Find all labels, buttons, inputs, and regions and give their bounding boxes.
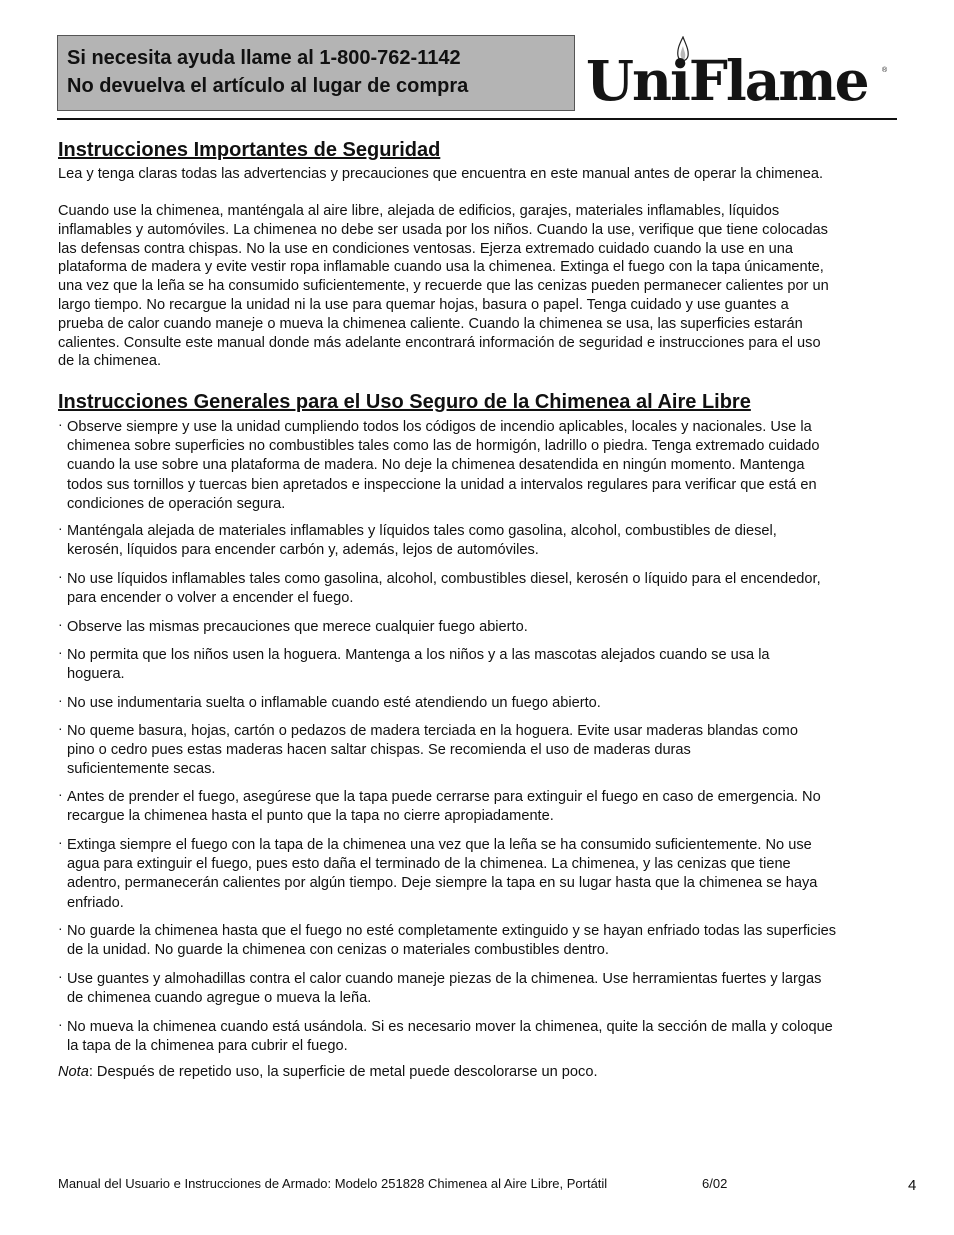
bullet-line: No use líquidos inflamables tales como gasolina, alcohol, combustibles diesel, kerosén o líquido para el encendedor,: [67, 571, 821, 587]
safety-body-line: largo tiempo. No recargue la unidad ni la use para quemar hojas, basura o papel. Tenga cuidado y use guantes a: [58, 296, 789, 313]
bullet-line: No mueva la chimenea cuando está usándola. Si es necesario mover la chimenea, quite la sección de malla y coloque: [67, 1019, 833, 1035]
bullet-line: No permita que los niños usen la hoguera. Mantenga a los niños y a las mascotas alejados cuando se usa la: [67, 647, 770, 663]
bullet-line: No guarde la chimenea hasta que el fuego no esté completamente extinguido y se hayan enfriado todas las superficies: [67, 923, 837, 939]
bullet-line: chimenea sobre superficies no combustibles tales como las de hormigón, ladrillo o piedra. Tenga extremado cuidado: [67, 438, 820, 455]
bullet-dot: ·: [58, 644, 63, 660]
bullet-item: [58, 1018, 900, 1056]
bullet-line: para encender o volver a encender el fuego.: [67, 590, 354, 607]
bullet-line: todos sus tornillos y tuercas bien apretados e inspeccione la unidad a intervalos regulares para verificar que está en: [67, 476, 817, 493]
bullet-item: [58, 922, 900, 960]
bullet-dot: ·: [58, 692, 63, 708]
bullet-line: Manténgala alejada de materiales inflamables y líquidos tales como gasolina, alcohol, combustibles de diesel,: [67, 523, 777, 539]
bullet-line: de chimenea cuando agregue o mueva la leña.: [67, 990, 372, 1007]
bullet-line: Antes de prender el fuego, asegúrese que la tapa puede cerrarse para extinguir el fuego en caso de emergencia. No: [67, 789, 821, 805]
bullet-line: condiciones de operación segura.: [67, 495, 286, 512]
bullet-line: Observe las mismas precauciones que merece cualquier fuego abierto.: [67, 619, 528, 635]
no-return-line: No devuelva el artículo al lugar de compra: [67, 75, 469, 97]
bullet-item: [58, 418, 900, 514]
uniflame-logo: [586, 36, 891, 116]
general-instructions-heading: Instrucciones Generales para el Uso Seguro de la Chimenea al Aire Libre: [58, 391, 751, 413]
bullet-line: adentro, permanecerán calientes por algún tiempo. Deje siempre la tapa en su lugar hasta que la chimenea se haya: [67, 875, 818, 892]
bullet-line: recargue la chimenea hasta el punto que la tapa no cierre apropiadamente.: [67, 808, 554, 825]
bullet-dot: ·: [58, 920, 63, 936]
registered-mark: ®: [882, 67, 888, 74]
bullet-line: No queme basura, hojas, cartón o pedazos de madera terciada en la hoguera. Evite usar maderas blandas como: [67, 723, 798, 739]
safety-body-line: calientes. Consulte este manual donde más adelante encontrará información de seguridad e instrucciones para el uso: [58, 334, 821, 351]
bullet-item: [58, 970, 900, 1008]
safety-intro: Lea y tenga claras todas las advertencias y precauciones que encuentra en este manual antes de operar la chimenea.: [58, 166, 824, 182]
bullet-item: [58, 694, 900, 713]
safety-body: [58, 202, 829, 371]
bullet-line: la tapa de la chimenea para cubrir el fuego.: [67, 1038, 348, 1055]
bullet-dot: ·: [58, 616, 63, 632]
bullet-line: de la unidad. No guarde la chimenea con cenizas o materiales combustibles dentro.: [67, 942, 609, 959]
help-banner: [57, 35, 575, 111]
footer-date: 6/02: [702, 1176, 728, 1191]
bullet-dot: ·: [58, 786, 63, 802]
bullet-item: [58, 788, 900, 826]
bullet-dot: ·: [58, 520, 63, 536]
help-phone-line: Si necesita ayuda llame al 1-800-762-1142: [67, 47, 461, 69]
bullet-line: enfriado.: [67, 894, 124, 911]
bullet-line: Observe siempre y use la unidad cumpliendo todos los códigos de incendio aplicables, locales y nacionales. Use la: [67, 419, 812, 435]
safety-body-line: las defensas contra chispas. No la use en condiciones ventosas. Ejerza extremado cuidado cuando la use en una: [58, 240, 794, 257]
bullet-item: [58, 618, 900, 637]
safety-body-line: plataforma de madera y evite vestir ropa inflamable cuando usa la chimenea. Extinga el fuego con la tapa únicamente,: [58, 259, 824, 276]
bullet-dot: ·: [58, 834, 63, 850]
bullet-dot: ·: [58, 720, 63, 736]
bullet-line: cuando la use sobre una plataforma de madera. No deje la chimenea desatendida en ningún momento. Mantenga: [67, 457, 805, 474]
safety-body-line: Cuando use la chimenea, manténgala al aire libre, alejada de edificios, garajes, materiales inflamables, líquidos: [58, 203, 780, 219]
logo-wordmark: UniFlame: [586, 48, 868, 113]
bullet-item: [58, 570, 900, 608]
bullet-line: No use indumentaria suelta o inflamable cuando esté atendiendo un fuego abierto.: [67, 695, 601, 711]
bullet-dot: ·: [58, 968, 63, 984]
safety-body-line: prueba de calor cuando maneje o mueva la chimenea caliente. Cuando la chimenea se usa, las superficies estarán: [58, 315, 803, 332]
bullet-item: [58, 522, 900, 560]
bullet-item: [58, 836, 900, 913]
bullet-line: Use guantes y almohadillas contra el calor cuando maneje piezas de la chimenea. Use herramientas fuertes y largas: [67, 971, 822, 987]
safety-body-line: una vez que la leña se ha consumido suficientemente, y recuerde que las cenizas pueden permanecer calientes por un: [58, 278, 829, 295]
bullet-dot: ·: [58, 568, 63, 584]
safety-body-line: inflamables y automóviles. La chimenea no debe ser usada por los niños. Cuando la use, verifique que tiene colocadas: [58, 221, 828, 238]
footer-manual-title: Manual del Usuario e Instrucciones de Armado: Modelo 251828 Chimenea al Aire Libre, Portátil: [58, 1176, 608, 1191]
note-label: Nota: [58, 1064, 89, 1080]
note: [58, 1063, 598, 1082]
bullet-line: pino o cedro pues estas maderas hacen saltar chispas. Se recomienda el uso de maderas duras: [67, 742, 691, 759]
safety-body-line: de la chimenea.: [58, 353, 162, 370]
bullet-line: Extinga siempre el fuego con la tapa de la chimenea una vez que la leña se ha consumido suficientemente. No use: [67, 837, 812, 853]
safety-instructions-heading: Instrucciones Importantes de Seguridad: [58, 139, 441, 161]
bullet-item: [58, 646, 900, 684]
note-text: : Después de repetido uso, la superficie de metal puede descolorarse un poco.: [88, 1064, 598, 1080]
header-rule: [57, 118, 897, 120]
bullet-dot: ·: [58, 1016, 63, 1032]
bullet-line: hoguera.: [67, 666, 125, 683]
bullet-line: kerosén, líquidos para encender carbón y, además, lejos de automóviles.: [67, 542, 539, 559]
bullet-line: suficientemente secas.: [67, 761, 216, 778]
page-number: 4: [908, 1177, 917, 1194]
bullet-line: agua para extinguir el fuego, pues esto daña el terminado de la chimenea. La chimenea, y las cenizas que tiene: [67, 856, 791, 873]
bullet-item: [58, 722, 900, 780]
bullet-dot: ·: [58, 416, 63, 432]
